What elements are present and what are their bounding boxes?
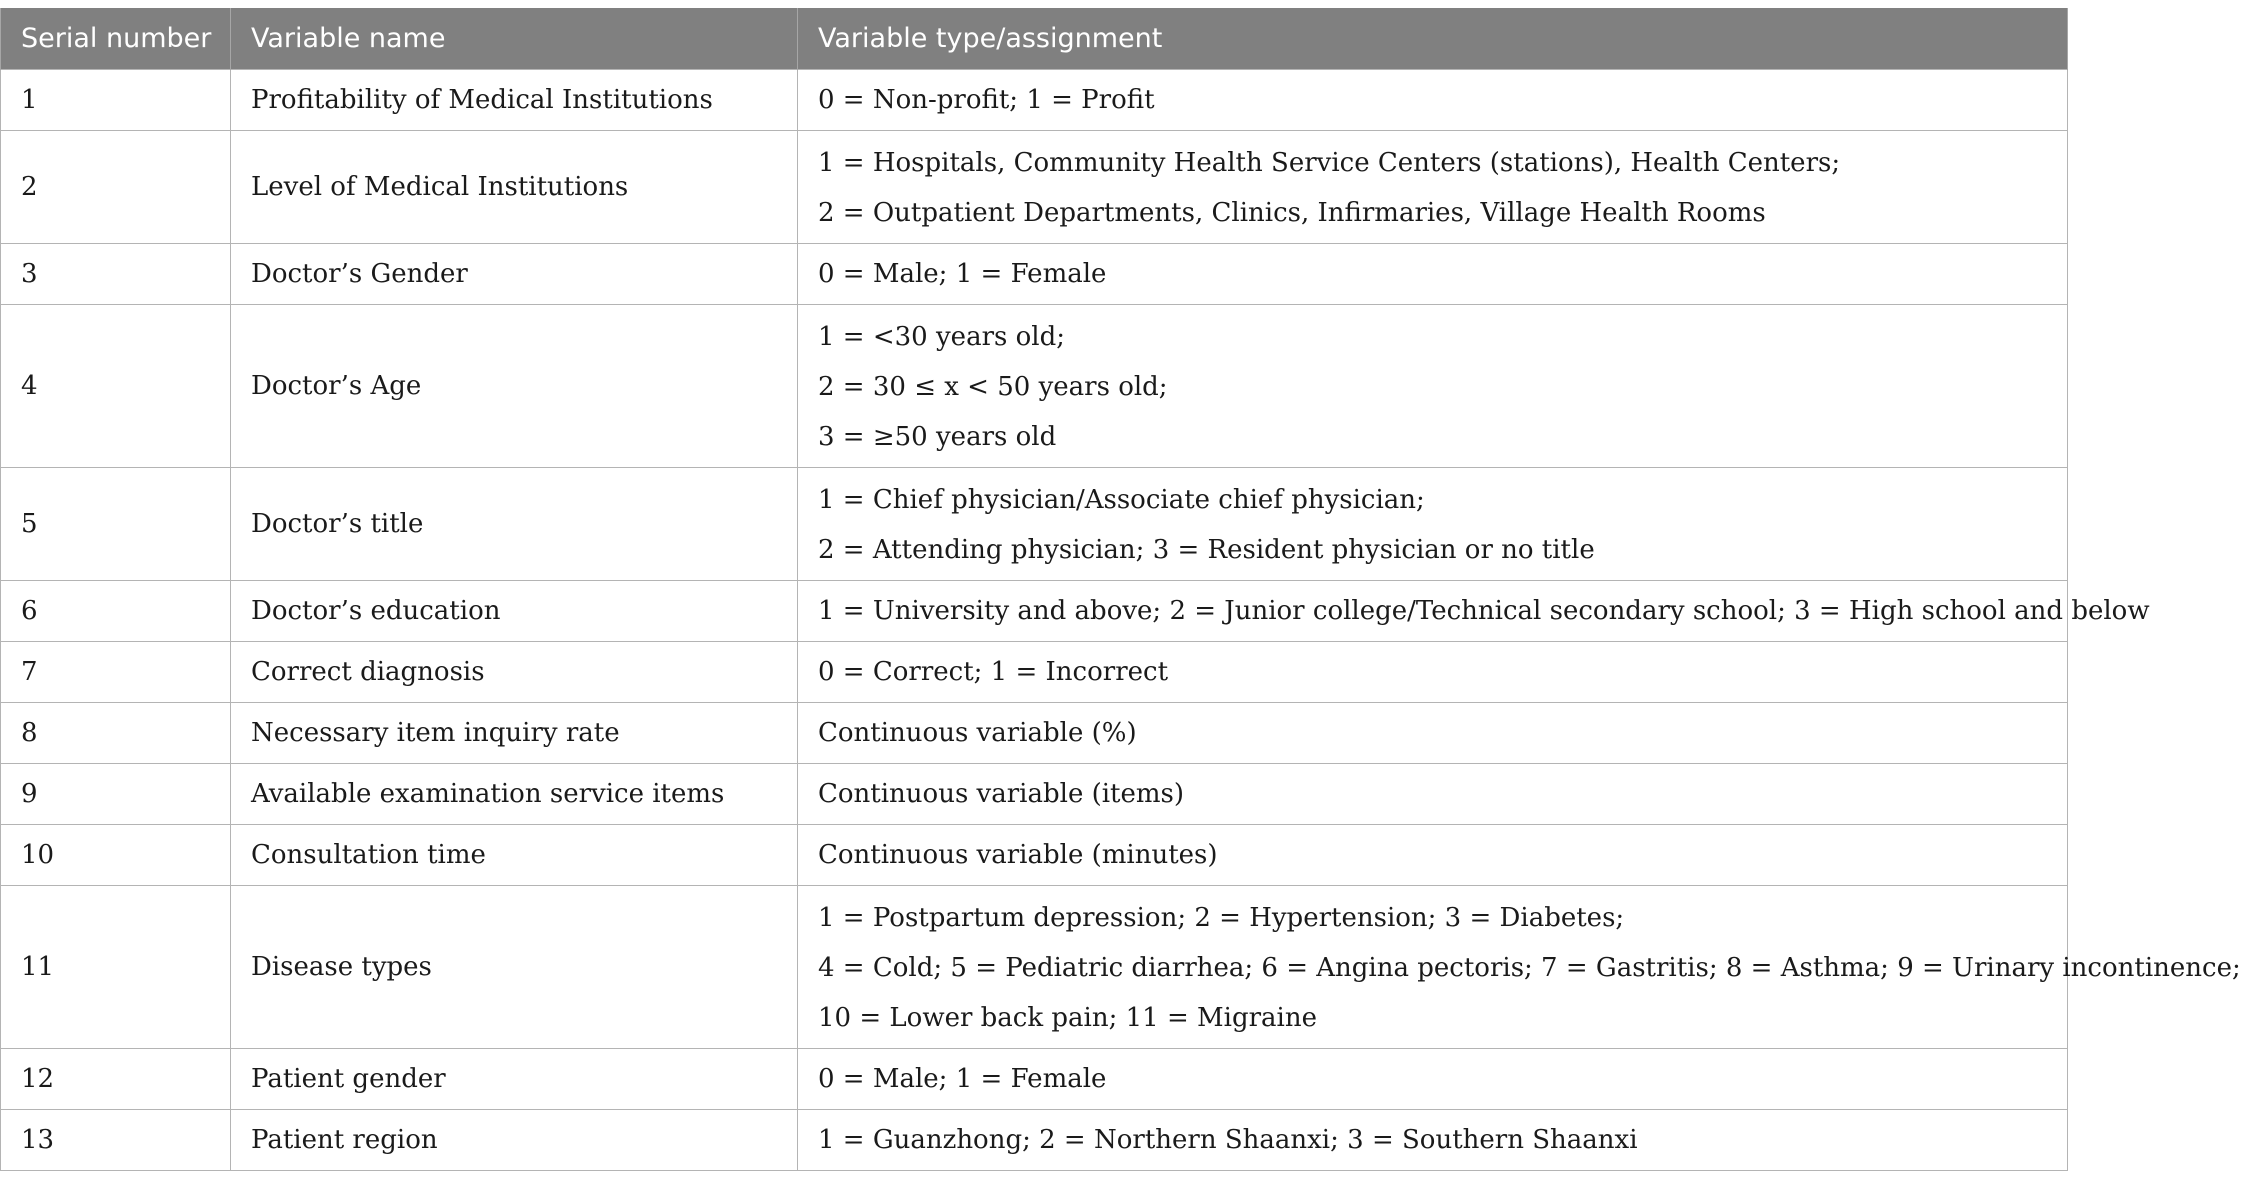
table-header [1, 8, 2068, 70]
serial-number-cell: 10 [1, 825, 231, 886]
serial-number-cell: 12 [1, 1049, 231, 1110]
assignment-line: 2 = Outpatient Departments, Clinics, Infirmaries, Village Health Rooms [818, 198, 1766, 228]
assignment-line: 1 = Postpartum depression; 2 = Hypertension; 3 = Diabetes; [818, 903, 1625, 933]
table-row [1, 1110, 2068, 1171]
variable-name-cell: Doctor’s Gender [231, 244, 798, 305]
table-row [1, 825, 2068, 886]
table-body [1, 70, 2241, 1171]
assignment-line: 10 = Lower back pain; 11 = Migraine [818, 1003, 1317, 1033]
table-row [1, 581, 2068, 642]
variable-name-cell: Patient region [231, 1110, 798, 1171]
table-row [1, 886, 2068, 1049]
serial-number-cell: 4 [1, 305, 231, 468]
table-row [1, 703, 2068, 764]
serial-number-cell: 7 [1, 642, 231, 703]
assignment-line: 0 = Non-profit; 1 = Profit [818, 85, 1155, 115]
serial-number-cell: 8 [1, 703, 231, 764]
variable-name-cell: Necessary item inquiry rate [231, 703, 798, 764]
assignment-line: 0 = Correct; 1 = Incorrect [818, 657, 1169, 687]
assignment-line: 4 = Cold; 5 = Pediatric diarrhea; 6 = Angina pectoris; 7 = Gastritis; 8 = Asthma; 9 = Urinary incontinence; [818, 953, 2241, 983]
assignment-line: 2 = 30 ≤ x < 50 years old; [818, 372, 1168, 402]
variable-type-cell [798, 886, 2241, 1049]
serial-number-cell: 5 [1, 468, 231, 581]
variable-type-cell [798, 764, 2068, 825]
variable-name-cell: Patient gender [231, 1049, 798, 1110]
variable-table-container [0, 8, 2241, 1171]
variable-type-cell [798, 468, 2068, 581]
variable-name-cell: Profitability of Medical Institutions [231, 70, 798, 131]
header-row [1, 8, 2068, 70]
serial-number-cell: 11 [1, 886, 231, 1049]
table-row [1, 1049, 2068, 1110]
variable-name-cell: Doctor’s education [231, 581, 798, 642]
variable-name-cell: Doctor’s title [231, 468, 798, 581]
variable-name-cell: Level of Medical Institutions [231, 131, 798, 244]
assignment-line: 1 = Chief physician/Associate chief physician; [818, 485, 1425, 515]
assignment-line: 1 = Hospitals, Community Health Service Centers (stations), Health Centers; [818, 148, 1841, 178]
serial-number-cell: 13 [1, 1110, 231, 1171]
header-serial-number: Serial number [1, 8, 231, 70]
serial-number-cell: 2 [1, 131, 231, 244]
assignment-line: 1 = <30 years old; [818, 322, 1065, 352]
table-row [1, 70, 2068, 131]
variable-name-cell: Disease types [231, 886, 798, 1049]
assignment-line: 2 = Attending physician; 3 = Resident physician or no title [818, 535, 1595, 565]
serial-number-cell: 1 [1, 70, 231, 131]
variable-name-cell: Available examination service items [231, 764, 798, 825]
serial-number-cell: 3 [1, 244, 231, 305]
variable-type-cell [798, 825, 2068, 886]
table-row [1, 642, 2068, 703]
assignment-line: Continuous variable (%) [818, 718, 1137, 748]
table-row [1, 468, 2068, 581]
variable-type-cell [798, 703, 2068, 764]
variable-name-cell: Consultation time [231, 825, 798, 886]
variable-type-cell [798, 581, 2150, 642]
assignment-line: 1 = University and above; 2 = Junior college/Technical secondary school; 3 = High school and below [818, 596, 2150, 626]
variable-type-cell [798, 131, 2068, 244]
variable-type-cell [798, 1049, 2068, 1110]
assignment-line: Continuous variable (minutes) [818, 840, 1218, 870]
serial-number-cell: 9 [1, 764, 231, 825]
variable-type-cell [798, 70, 2068, 131]
assignment-line: 1 = Guanzhong; 2 = Northern Shaanxi; 3 = Southern Shaanxi [818, 1125, 1638, 1155]
variable-type-cell [798, 305, 2068, 468]
serial-number-cell: 6 [1, 581, 231, 642]
variable-type-cell [798, 1110, 2068, 1171]
table-row [1, 305, 2068, 468]
assignment-line: 3 = ≥50 years old [818, 422, 1057, 452]
assignment-line: 0 = Male; 1 = Female [818, 259, 1107, 289]
header-variable-type: Variable type/assignment [798, 8, 2068, 70]
variable-table [0, 8, 2241, 1171]
header-variable-name: Variable name [231, 8, 798, 70]
variable-type-cell [798, 244, 2068, 305]
table-row [1, 764, 2068, 825]
variable-type-cell [798, 642, 2068, 703]
variable-name-cell: Correct diagnosis [231, 642, 798, 703]
assignment-line: 0 = Male; 1 = Female [818, 1064, 1107, 1094]
table-row [1, 131, 2068, 244]
table-row [1, 244, 2068, 305]
assignment-line: Continuous variable (items) [818, 779, 1185, 809]
variable-name-cell: Doctor’s Age [231, 305, 798, 468]
